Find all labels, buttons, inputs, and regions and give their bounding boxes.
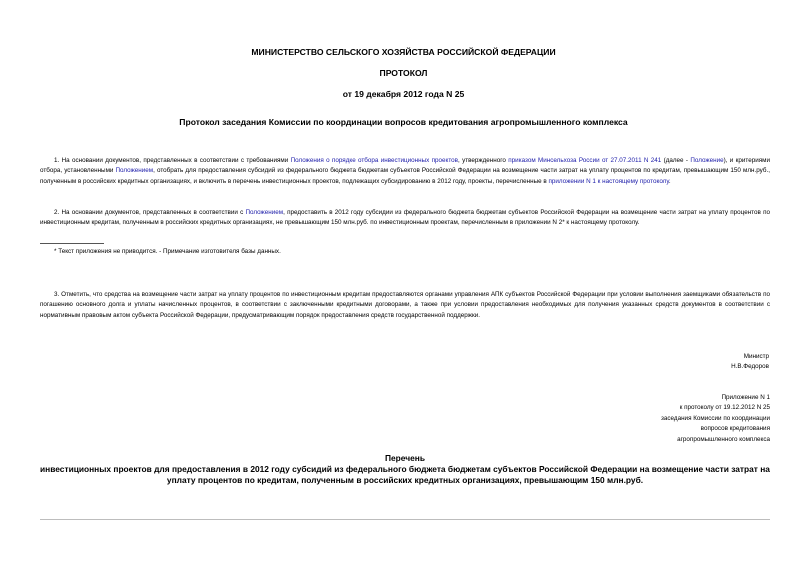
protocol-heading: ПРОТОКОЛ: [379, 68, 428, 78]
protocol-date: от 19 декабря 2012 года N 25: [342, 89, 465, 99]
ministry-heading: МИНИСТЕРСТВО СЕЛЬСКОГО ХОЗЯЙСТВА РОССИЙСКОЙ ФЕДЕРАЦИИ: [251, 47, 556, 57]
link-ministry-order[interactable]: приказом Минсельхоза России от 27.07.2011 N 241: [508, 157, 662, 164]
appendix-line: Приложение N 1: [721, 394, 770, 401]
list-heading: Перечень: [385, 453, 425, 463]
paragraph-1-text: (далее -: [661, 157, 691, 164]
footnote-text: * Текст приложения не приводится. - Примечание изготовителя базы данных.: [54, 248, 281, 255]
paragraph-1-text: 1. На основании документов, представленных в соответствии с требованиями: [54, 157, 291, 164]
paragraph-2: [40, 208, 770, 229]
appendix-line: вопросов кредитования: [700, 425, 770, 433]
link-regulation[interactable]: Положение: [690, 157, 724, 164]
signature-block: [731, 352, 769, 373]
footnote-divider: [40, 243, 104, 244]
paragraph-3-text: 3. Отметить, что средства на возмещение части затрат на уплату процентов по инвестиционным кредитам предоставляются органами управления АПК субъектов Российской Федерации при условии выполнения заемщиками обязательств по погашению основного долга и уплаты начисленных процентов, в соответствии с заключенными кредитными договорами, а также при условии предоставления необходимых для получения указанных средств документов в соответствии с нормативным правовым актом субъекта Российской Федерации, предусматривающим порядок предоставления средств государственной поддержки.: [40, 291, 770, 319]
paragraph-1-text: .: [668, 177, 671, 185]
paragraph-3: [40, 290, 770, 321]
signature-position: Министр: [743, 353, 769, 360]
list-subheading: инвестиционных проектов для предоставления в 2012 году субсидий из федерального бюджета бюджетам субъектов Российской Федерации на возмещение части затрат на уплату процентов по кредитам, полученным в российских кредитных организациях, превышающим 150 млн.руб.: [40, 464, 770, 486]
appendix-line: заседания Комиссии по координации: [661, 414, 770, 422]
signature-name: Н.В.Федоров: [731, 363, 769, 371]
list-title: [40, 453, 770, 487]
link-selection-regulation[interactable]: Положения о порядке отбора инвестиционных проектов: [290, 157, 459, 164]
paragraph-1-text: ), и критериями отбора, установленными: [40, 157, 770, 175]
appendix-header: [620, 393, 770, 445]
link-regulation-2[interactable]: Положением: [245, 209, 284, 216]
link-appendix-1[interactable]: приложении N 1 к настоящему протоколу: [548, 177, 669, 185]
paragraph-1-text: , отобрать для предоставления субсидий из федерального бюджета бюджетам субъектов Российской Федерации на возмещение части затрат на уплату процентов по кредитам, превышающим 150 млн.руб., полученным в российских кредитных организациях, и включить в перечень инвестиционных проектов, подлежащих субсидированию в 2012 году, проекты, перечисленные в: [40, 167, 770, 185]
paragraph-1-text: , утвержденного: [458, 157, 509, 164]
protocol-subject: Протокол заседания Комиссии по координации вопросов кредитования агропромышленного комплекса: [179, 117, 628, 127]
paragraph-1: [40, 156, 770, 187]
appendix-line: агропромышленного комплекса: [677, 435, 770, 443]
link-regulation-criteria[interactable]: Положением: [115, 167, 154, 175]
appendix-line: к протоколу от 19.12.2012 N 25: [679, 404, 770, 412]
paragraph-2-text: , предоставить в 2012 году субсидии из федерального бюджета бюджетам субъектов Российской Федерации на возмещение части затрат на уплату процентов по инвестиционным кредитам, полученным в российских кредитных организациях, не превышающим 150 млн.руб. по инвестиционным проектам, перечисленным в приложении N 2* к настоящему протоколу.: [40, 209, 770, 227]
paragraph-2-text: 2. На основании документов, представленных в соответствии с: [54, 209, 246, 216]
bottom-divider: [40, 519, 770, 520]
